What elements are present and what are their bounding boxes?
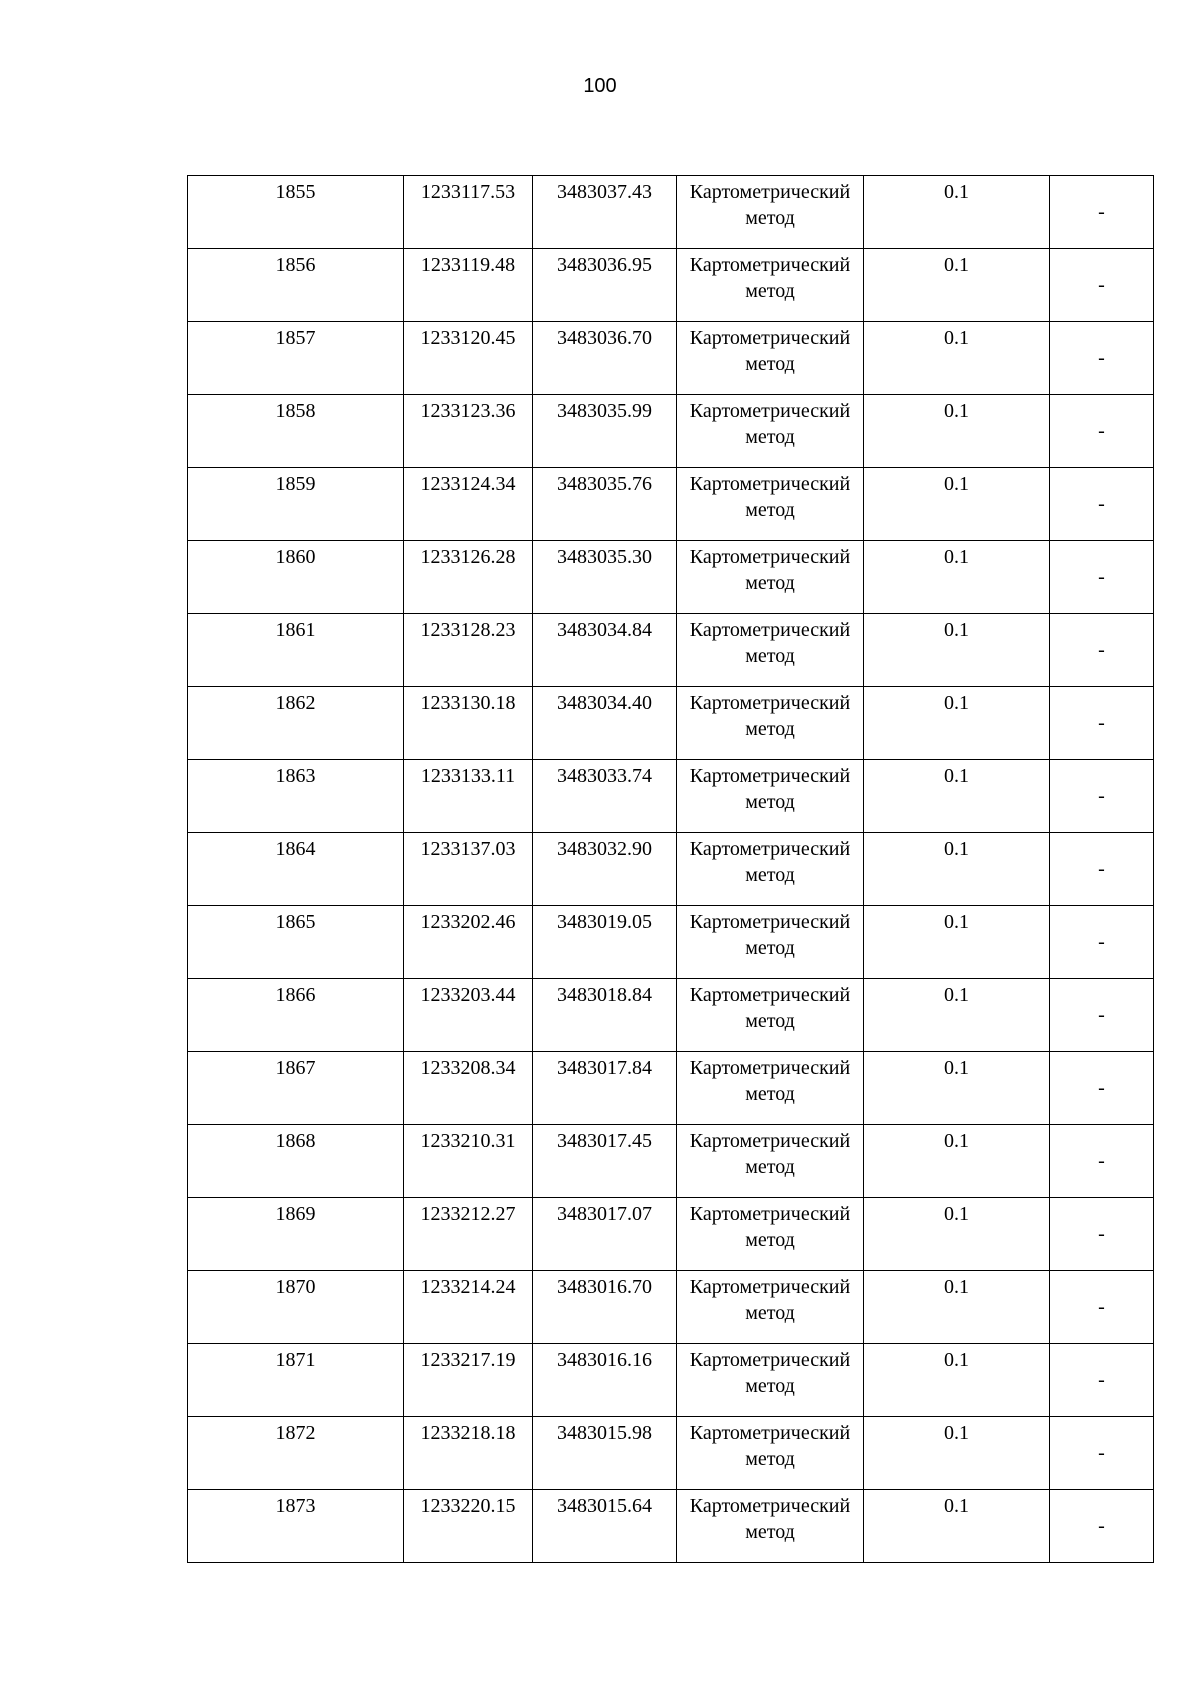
method-label-line-2: метод (745, 937, 795, 959)
description-cell: - (1050, 249, 1154, 322)
description-cell: - (1050, 979, 1154, 1052)
method-label-line-2: метод (745, 280, 795, 302)
y-coordinate-cell: 3483036.95 (533, 249, 677, 322)
method-label-line-2: метод (745, 1229, 795, 1251)
accuracy-cell: 0.1 (864, 906, 1050, 979)
table-row (188, 249, 1154, 322)
accuracy-cell: 0.1 (864, 1417, 1050, 1490)
method-cell (677, 395, 864, 468)
method-cell (677, 1198, 864, 1271)
point-number-cell: 1870 (188, 1271, 404, 1344)
method-label-line-1: Картометрический (689, 1276, 851, 1298)
y-coordinate-cell: 3483017.07 (533, 1198, 677, 1271)
coordinates-table (187, 175, 1154, 1563)
method-label-line-2: метод (745, 1448, 795, 1470)
description-cell: - (1050, 906, 1154, 979)
point-number-cell: 1872 (188, 1417, 404, 1490)
y-coordinate-cell: 3483034.84 (533, 614, 677, 687)
y-coordinate-cell: 3483035.76 (533, 468, 677, 541)
table-row (188, 906, 1154, 979)
description-cell: - (1050, 687, 1154, 760)
method-label-line-1: Картометрический (689, 1057, 851, 1079)
method-label-line-1: Картометрический (689, 838, 851, 860)
description-cell: - (1050, 833, 1154, 906)
accuracy-cell: 0.1 (864, 760, 1050, 833)
method-label-line-1: Картометрический (689, 1422, 851, 1444)
point-number-cell: 1863 (188, 760, 404, 833)
method-cell (677, 1271, 864, 1344)
accuracy-cell: 0.1 (864, 614, 1050, 687)
point-number-cell: 1864 (188, 833, 404, 906)
table-row (188, 979, 1154, 1052)
accuracy-cell: 0.1 (864, 249, 1050, 322)
method-label-line-1: Картометрический (689, 1130, 851, 1152)
x-coordinate-cell: 1233126.28 (404, 541, 533, 614)
table-row (188, 1271, 1154, 1344)
description-cell: - (1050, 614, 1154, 687)
x-coordinate-cell: 1233218.18 (404, 1417, 533, 1490)
y-coordinate-cell: 3483019.05 (533, 906, 677, 979)
table-row (188, 1052, 1154, 1125)
method-cell (677, 1344, 864, 1417)
x-coordinate-cell: 1233217.19 (404, 1344, 533, 1417)
y-coordinate-cell: 3483036.70 (533, 322, 677, 395)
x-coordinate-cell: 1233117.53 (404, 176, 533, 249)
y-coordinate-cell: 3483017.45 (533, 1125, 677, 1198)
x-coordinate-cell: 1233120.45 (404, 322, 533, 395)
y-coordinate-cell: 3483035.99 (533, 395, 677, 468)
table-row (188, 760, 1154, 833)
method-label-line-1: Картометрический (689, 546, 851, 568)
description-cell: - (1050, 1417, 1154, 1490)
method-cell (677, 1490, 864, 1563)
method-label-line-2: метод (745, 207, 795, 229)
method-label-line-1: Картометрический (689, 619, 851, 641)
table-row (188, 1490, 1154, 1563)
table-row (188, 1417, 1154, 1490)
accuracy-cell: 0.1 (864, 979, 1050, 1052)
accuracy-cell: 0.1 (864, 395, 1050, 468)
accuracy-cell: 0.1 (864, 1052, 1050, 1125)
method-label-line-2: метод (745, 1521, 795, 1543)
method-label-line-2: метод (745, 645, 795, 667)
coordinates-table-body (188, 176, 1154, 1563)
method-label-line-1: Картометрический (689, 254, 851, 276)
method-label-line-2: метод (745, 791, 795, 813)
method-label-line-2: метод (745, 1010, 795, 1032)
method-label-line-1: Картометрический (689, 1349, 851, 1371)
method-label-line-1: Картометрический (689, 1495, 851, 1517)
point-number-cell: 1860 (188, 541, 404, 614)
point-number-cell: 1862 (188, 687, 404, 760)
description-cell: - (1050, 395, 1154, 468)
point-number-cell: 1855 (188, 176, 404, 249)
x-coordinate-cell: 1233123.36 (404, 395, 533, 468)
method-label-line-1: Картометрический (689, 984, 851, 1006)
method-label-line-1: Картометрический (689, 400, 851, 422)
method-label-line-1: Картометрический (689, 1203, 851, 1225)
y-coordinate-cell: 3483015.98 (533, 1417, 677, 1490)
y-coordinate-cell: 3483034.40 (533, 687, 677, 760)
method-label-line-1: Картометрический (689, 181, 851, 203)
y-coordinate-cell: 3483016.70 (533, 1271, 677, 1344)
method-label-line-2: метод (745, 864, 795, 886)
method-cell (677, 322, 864, 395)
point-number-cell: 1867 (188, 1052, 404, 1125)
method-label-line-2: метод (745, 499, 795, 521)
method-cell (677, 541, 864, 614)
method-cell (677, 979, 864, 1052)
x-coordinate-cell: 1233124.34 (404, 468, 533, 541)
method-cell (677, 1417, 864, 1490)
x-coordinate-cell: 1233128.23 (404, 614, 533, 687)
y-coordinate-cell: 3483033.74 (533, 760, 677, 833)
method-cell (677, 468, 864, 541)
x-coordinate-cell: 1233202.46 (404, 906, 533, 979)
table-row (188, 541, 1154, 614)
table-row (188, 1125, 1154, 1198)
table-row (188, 395, 1154, 468)
description-cell: - (1050, 1198, 1154, 1271)
point-number-cell: 1857 (188, 322, 404, 395)
method-cell (677, 1052, 864, 1125)
method-cell (677, 906, 864, 979)
x-coordinate-cell: 1233203.44 (404, 979, 533, 1052)
method-cell (677, 1125, 864, 1198)
description-cell: - (1050, 468, 1154, 541)
table-row (188, 614, 1154, 687)
accuracy-cell: 0.1 (864, 687, 1050, 760)
description-cell: - (1050, 1052, 1154, 1125)
page-number: 100 (583, 75, 617, 97)
accuracy-cell: 0.1 (864, 1344, 1050, 1417)
method-label-line-2: метод (745, 426, 795, 448)
x-coordinate-cell: 1233212.27 (404, 1198, 533, 1271)
description-cell: - (1050, 1490, 1154, 1563)
accuracy-cell: 0.1 (864, 1198, 1050, 1271)
point-number-cell: 1858 (188, 395, 404, 468)
y-coordinate-cell: 3483016.16 (533, 1344, 677, 1417)
description-cell: - (1050, 176, 1154, 249)
x-coordinate-cell: 1233119.48 (404, 249, 533, 322)
method-label-line-2: метод (745, 1156, 795, 1178)
point-number-cell: 1859 (188, 468, 404, 541)
accuracy-cell: 0.1 (864, 468, 1050, 541)
point-number-cell: 1865 (188, 906, 404, 979)
table-row (188, 1198, 1154, 1271)
point-number-cell: 1856 (188, 249, 404, 322)
method-label-line-2: метод (745, 353, 795, 375)
method-cell (677, 760, 864, 833)
x-coordinate-cell: 1233210.31 (404, 1125, 533, 1198)
table-row (188, 322, 1154, 395)
description-cell: - (1050, 1344, 1154, 1417)
method-label-line-2: метод (745, 1302, 795, 1324)
description-cell: - (1050, 760, 1154, 833)
accuracy-cell: 0.1 (864, 833, 1050, 906)
method-cell (677, 833, 864, 906)
point-number-cell: 1871 (188, 1344, 404, 1417)
method-label-line-2: метод (745, 572, 795, 594)
method-label-line-2: метод (745, 1375, 795, 1397)
accuracy-cell: 0.1 (864, 176, 1050, 249)
method-label-line-1: Картометрический (689, 692, 851, 714)
method-cell (677, 176, 864, 249)
table-row (188, 468, 1154, 541)
accuracy-cell: 0.1 (864, 1490, 1050, 1563)
y-coordinate-cell: 3483018.84 (533, 979, 677, 1052)
table-row (188, 176, 1154, 249)
point-number-cell: 1873 (188, 1490, 404, 1563)
y-coordinate-cell: 3483032.90 (533, 833, 677, 906)
point-number-cell: 1869 (188, 1198, 404, 1271)
method-cell (677, 614, 864, 687)
description-cell: - (1050, 541, 1154, 614)
y-coordinate-cell: 3483037.43 (533, 176, 677, 249)
point-number-cell: 1866 (188, 979, 404, 1052)
point-number-cell: 1868 (188, 1125, 404, 1198)
method-cell (677, 687, 864, 760)
table-row (188, 687, 1154, 760)
table-row (188, 1344, 1154, 1417)
method-label-line-1: Картометрический (689, 473, 851, 495)
x-coordinate-cell: 1233214.24 (404, 1271, 533, 1344)
accuracy-cell: 0.1 (864, 322, 1050, 395)
x-coordinate-cell: 1233208.34 (404, 1052, 533, 1125)
method-label-line-1: Картометрический (689, 327, 851, 349)
accuracy-cell: 0.1 (864, 1125, 1050, 1198)
accuracy-cell: 0.1 (864, 541, 1050, 614)
method-label-line-1: Картометрический (689, 765, 851, 787)
description-cell: - (1050, 322, 1154, 395)
x-coordinate-cell: 1233133.11 (404, 760, 533, 833)
method-label-line-1: Картометрический (689, 911, 851, 933)
description-cell: - (1050, 1271, 1154, 1344)
table-row (188, 833, 1154, 906)
x-coordinate-cell: 1233130.18 (404, 687, 533, 760)
y-coordinate-cell: 3483015.64 (533, 1490, 677, 1563)
x-coordinate-cell: 1233137.03 (404, 833, 533, 906)
method-cell (677, 249, 864, 322)
description-cell: - (1050, 1125, 1154, 1198)
y-coordinate-cell: 3483017.84 (533, 1052, 677, 1125)
y-coordinate-cell: 3483035.30 (533, 541, 677, 614)
accuracy-cell: 0.1 (864, 1271, 1050, 1344)
method-label-line-2: метод (745, 718, 795, 740)
point-number-cell: 1861 (188, 614, 404, 687)
method-label-line-2: метод (745, 1083, 795, 1105)
x-coordinate-cell: 1233220.15 (404, 1490, 533, 1563)
